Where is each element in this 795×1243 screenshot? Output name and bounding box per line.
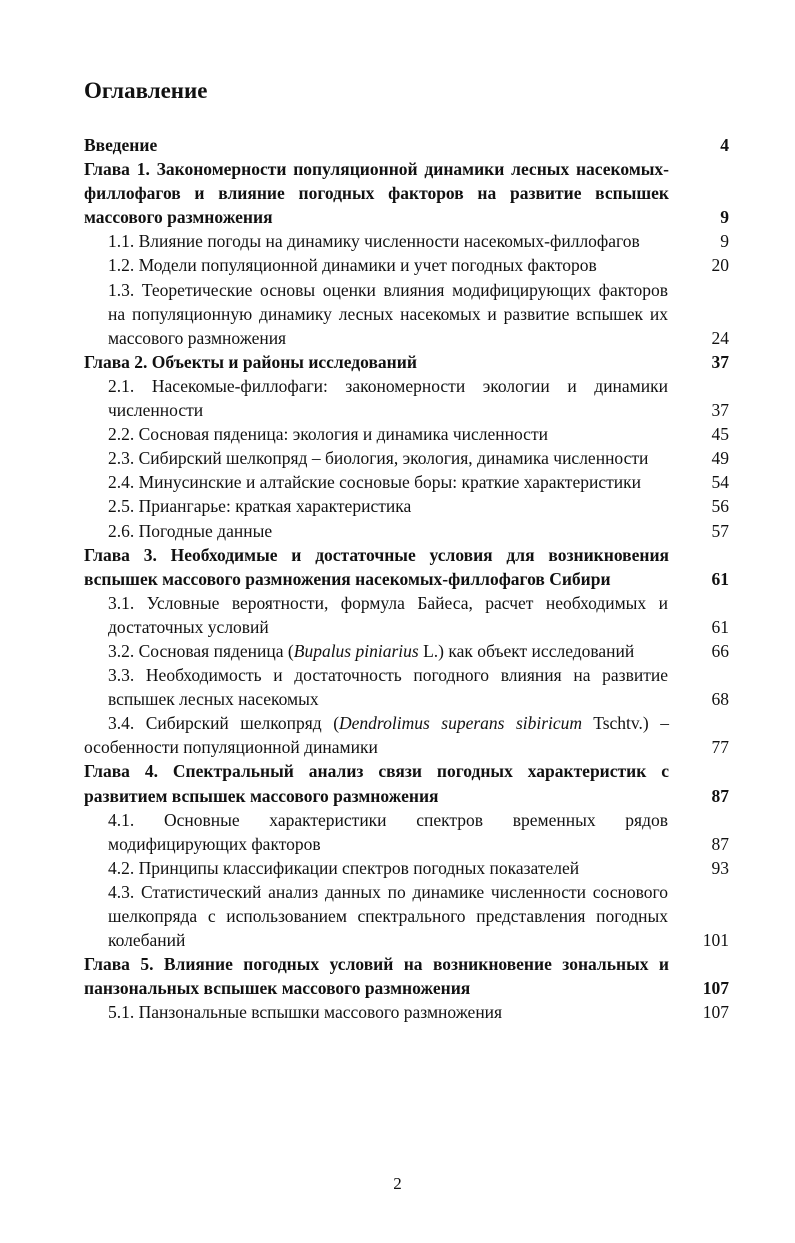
- toc-entry-page: 93: [711, 857, 729, 878]
- toc-entry-page: 61: [711, 616, 729, 637]
- table-of-contents: [84, 133, 729, 1024]
- toc-entry-intro[interactable]: [84, 133, 729, 157]
- toc-entry-page: 37: [711, 351, 729, 372]
- toc-entry-page: 68: [711, 689, 729, 710]
- toc-entry-section-2-2[interactable]: [84, 422, 729, 446]
- toc-entry-text: 4.1. Основные характеристики спектров временных рядов модифицирующих факторов: [108, 809, 668, 854]
- toc-entry-text: 2.1. Насекомые-филлофаги: закономерности экологии и динамики численности: [108, 375, 668, 421]
- toc-entry-chapter-5[interactable]: [84, 952, 729, 1000]
- page-number: 2: [393, 1174, 402, 1193]
- toc-entry-section-2-3[interactable]: [84, 446, 729, 470]
- toc-entry-page: 49: [711, 448, 729, 469]
- toc-entry-section-5-1[interactable]: [84, 1000, 729, 1024]
- toc-entry-latin-name: Dendrolimus superans sibiricum: [339, 713, 583, 734]
- toc-entry-section-3-3[interactable]: [84, 663, 729, 711]
- toc-entry-page: 9: [720, 207, 729, 228]
- toc-entry-text: Введение: [84, 135, 158, 155]
- toc-entry-text-after: Tschtv.) – особенности популяционной динамики: [84, 713, 669, 758]
- toc-entry-section-4-2[interactable]: [84, 856, 729, 880]
- toc-entry-text: 5.1. Панзональные вспышки массового размножения: [108, 1002, 503, 1023]
- toc-entry-page: 37: [711, 400, 729, 421]
- toc-entry-text-before: 3.4. Сибирский шелкопряд (: [108, 713, 340, 734]
- toc-entry-text: 3.1. Условные вероятности, формула Байеса, расчет необходимых и достаточных условий: [108, 592, 668, 637]
- toc-entry-chapter-2[interactable]: [84, 350, 729, 374]
- toc-entry-section-2-5[interactable]: [84, 494, 729, 518]
- toc-entry-section-3-2[interactable]: [84, 639, 729, 663]
- toc-entry-page: 66: [711, 640, 729, 661]
- toc-entry-chapter-3[interactable]: [84, 543, 729, 591]
- toc-entry-chapter-1[interactable]: [84, 157, 729, 229]
- toc-entry-text: 4.2. Принципы классификации спектров погодных показателей: [108, 857, 580, 878]
- toc-entry-text: [84, 711, 669, 759]
- toc-entry-text: 4.3. Статистический анализ данных по динамике численности соснового шелкопряда с использованием спектрального представления погодных колебаний: [108, 881, 668, 951]
- toc-entry-section-1-3[interactable]: [84, 278, 729, 350]
- toc-title: Оглавление: [84, 78, 208, 103]
- toc-entry-page: 61: [711, 568, 729, 589]
- toc-entry-page: 87: [711, 785, 729, 806]
- toc-entry-text: 1.2. Модели популяционной динамики и учет погодных факторов: [108, 255, 597, 276]
- toc-entry-text: 3.3. Необходимость и достаточность погодного влияния на развитие вспышек лесных насекомых: [108, 665, 668, 710]
- toc-entry-section-3-4[interactable]: [84, 711, 729, 759]
- toc-entry-page: 56: [711, 496, 729, 517]
- toc-entry-section-2-1[interactable]: [84, 374, 729, 422]
- toc-entry-text: 2.3. Сибирский шелкопряд – биология, экология, динамика численности: [108, 448, 649, 469]
- toc-entry-text: Глава 5. Влияние погодных условий на возникновение зональных и панзональных вспышек массового размножения: [84, 954, 669, 999]
- toc-entry-text: [108, 639, 668, 663]
- toc-entry-section-4-1[interactable]: [84, 808, 729, 856]
- toc-entry-chapter-4[interactable]: [84, 759, 729, 807]
- toc-entry-text-after: L.) как объект исследований: [418, 640, 635, 661]
- toc-entry-page: 24: [711, 327, 729, 348]
- toc-entry-text: Глава 2. Объекты и районы исследований: [84, 351, 417, 372]
- toc-entry-page: 107: [702, 978, 729, 999]
- toc-entry-text-before: 3.2. Сосновая пяденица (: [108, 640, 294, 661]
- toc-entry-section-2-4[interactable]: [84, 470, 729, 494]
- toc-entry-page: 87: [711, 833, 729, 854]
- toc-entry-page: 4: [720, 135, 729, 155]
- toc-entry-section-3-1[interactable]: [84, 591, 729, 639]
- toc-entry-text: 2.6. Погодные данные: [108, 520, 273, 541]
- toc-entry-section-4-3[interactable]: [84, 880, 729, 952]
- toc-entry-latin-name: Bupalus piniarius: [293, 640, 419, 661]
- toc-entry-page: 20: [711, 255, 729, 276]
- toc-entry-page: 54: [711, 472, 729, 493]
- toc-entry-page: 9: [720, 231, 729, 252]
- toc-entry-text: 1.3. Теоретические основы оценки влияния модифицирующих факторов на популяционную динамику лесных насекомых и развитие вспышек их массового размножения: [108, 279, 668, 348]
- toc-entry-section-1-2[interactable]: [84, 253, 729, 277]
- toc-entry-page: 107: [702, 1002, 729, 1023]
- toc-entry-page: 77: [711, 737, 729, 758]
- toc-entry-text: Глава 3. Необходимые и достаточные условия для возникновения вспышек массового размножения насекомых-филлофагов Сибири: [84, 544, 669, 589]
- toc-entry-page: 57: [711, 520, 729, 541]
- toc-entry-page: 45: [711, 424, 729, 445]
- toc-entry-text: 2.5. Приангарье: краткая характеристика: [108, 496, 412, 517]
- toc-entry-text: Глава 1. Закономерности популяционной динамики лесных насекомых-филлофагов и влияние погодных факторов на развитие вспышек массового размножения: [84, 159, 669, 228]
- toc-entry-text: Глава 4. Спектральный анализ связи погодных характеристик с развитием вспышек массового размножения: [84, 761, 669, 806]
- toc-entry-text: 1.1. Влияние погоды на динамику численности насекомых-филлофагов: [108, 231, 640, 252]
- toc-entry-text: 2.4. Минусинские и алтайские сосновые боры: краткие характеристики: [108, 472, 641, 493]
- toc-entry-page: 101: [702, 930, 729, 951]
- toc-entry-text: 2.2. Сосновая пяденица: экология и динамика численности: [108, 424, 548, 445]
- toc-entry-section-2-6[interactable]: [84, 519, 729, 543]
- toc-entry-section-1-1[interactable]: [84, 229, 729, 253]
